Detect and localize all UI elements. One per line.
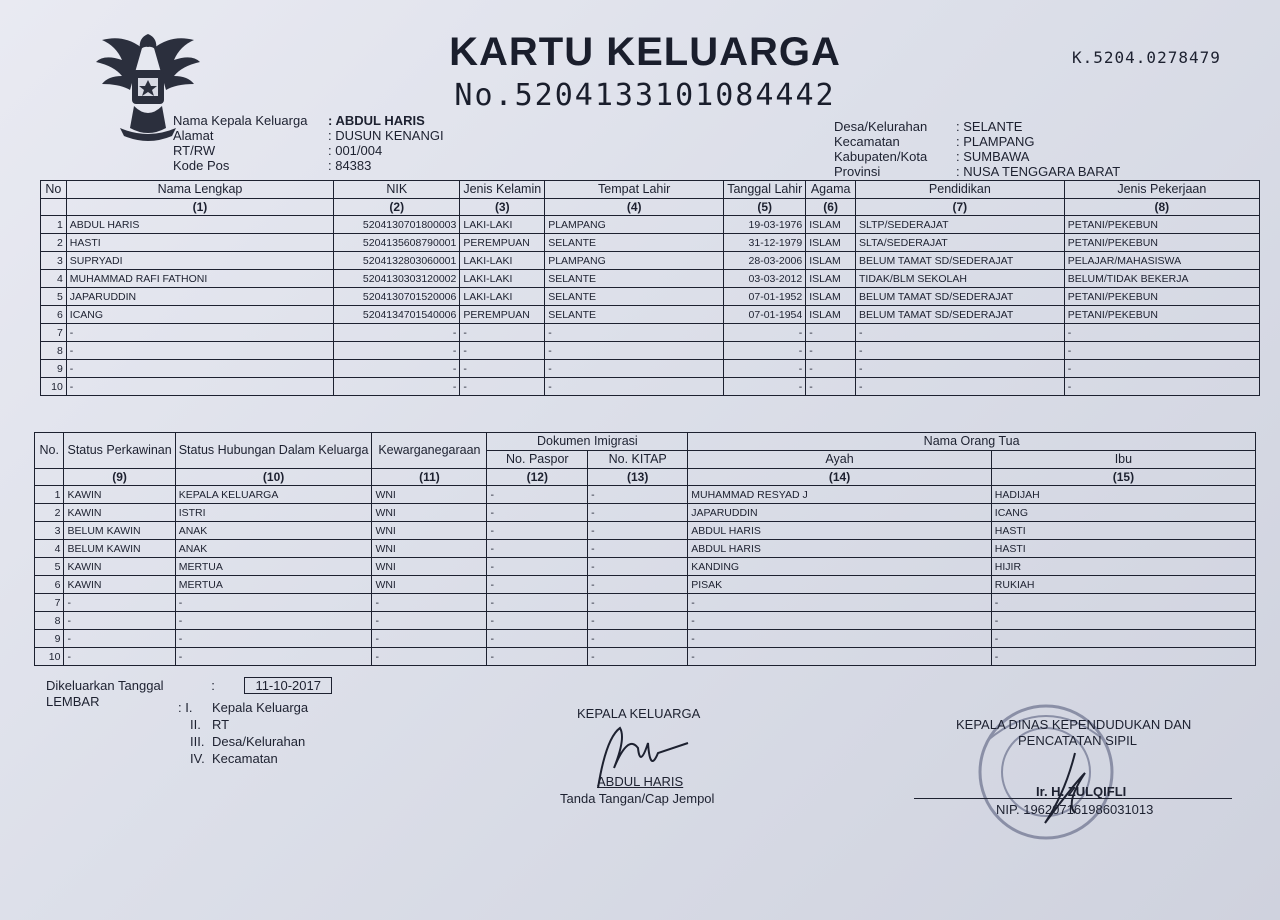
issued-date: 11-10-2017 [244, 677, 332, 694]
col-num-8: (8) [1064, 199, 1259, 216]
col-religion: Agama [806, 181, 856, 199]
col2-num-10: (10) [175, 469, 372, 486]
cell-ibu: - [991, 630, 1255, 648]
document-title: KARTU KELUARGA [449, 30, 841, 74]
cell-hub: ISTRI [175, 504, 372, 522]
cell-pekerjaan: PELAJAR/MAHASISWA [1064, 252, 1259, 270]
lembar-item-3: Desa/Kelurahan [212, 734, 306, 749]
cell-tgl: 07-01-1954 [724, 306, 806, 324]
col2-marital: Status Perkawinan [64, 433, 175, 469]
cell-nik: 5204132803060001 [334, 252, 460, 270]
cell-tempat: - [545, 360, 724, 378]
cell-nama: HASTI [66, 234, 333, 252]
table-row [35, 522, 1256, 540]
cell-jk: - [460, 324, 545, 342]
cell-status: - [64, 594, 175, 612]
cell-ayah: - [688, 612, 992, 630]
cell-tempat: - [545, 342, 724, 360]
cell-paspor: - [487, 576, 588, 594]
issue-info [46, 678, 332, 693]
cell-agama: ISLAM [806, 234, 856, 252]
table-row [35, 540, 1256, 558]
col-nik: NIK [334, 181, 460, 199]
cell-ayah: ABDUL HARIS [688, 522, 992, 540]
col2-num-12: (12) [487, 469, 588, 486]
cell-no: 2 [35, 504, 64, 522]
col2-num-11: (11) [372, 469, 487, 486]
col-name: Nama Lengkap [66, 181, 333, 199]
cell-ayah: KANDING [688, 558, 992, 576]
cell-agama: - [806, 378, 856, 396]
cell-warga: WNI [372, 504, 487, 522]
cell-ibu: HADIJAH [991, 486, 1255, 504]
card-number: No.5204133101084442 [454, 78, 836, 113]
label-head-name: Nama Kepala Keluarga [173, 113, 308, 128]
cell-hub: - [175, 648, 372, 666]
cell-tempat: PLAMPANG [545, 216, 724, 234]
cell-warga: WNI [372, 576, 487, 594]
cell-paspor: - [487, 504, 588, 522]
cell-nama: - [66, 360, 333, 378]
col2-passport: No. Paspor [487, 451, 588, 469]
cell-nama: JAPARUDDIN [66, 288, 333, 306]
cell-paspor: - [487, 612, 588, 630]
cell-ibu: ICANG [991, 504, 1255, 522]
cell-nik: - [334, 378, 460, 396]
table-row [41, 234, 1260, 252]
value-district: : PLAMPANG [956, 134, 1035, 149]
label-province: Provinsi [834, 164, 881, 179]
cell-ayah: JAPARUDDIN [688, 504, 992, 522]
cell-kitap: - [588, 558, 688, 576]
label-district: Kecamatan [834, 134, 900, 149]
cell-ibu: RUKIAH [991, 576, 1255, 594]
cell-warga: - [372, 648, 487, 666]
label-village: Desa/Kelurahan [834, 119, 928, 134]
cell-jk: - [460, 342, 545, 360]
table-row [35, 486, 1256, 504]
cell-no: 1 [41, 216, 67, 234]
col2-citizenship: Kewarganegaraan [372, 433, 487, 469]
cell-status: KAWIN [64, 558, 175, 576]
lembar-item-4: Kecamatan [212, 751, 278, 766]
cell-nama: - [66, 324, 333, 342]
cell-ibu: HASTI [991, 540, 1255, 558]
cell-tempat: SELANTE [545, 306, 724, 324]
col2-parents: Nama Orang Tua [688, 433, 1256, 451]
cell-hub: - [175, 612, 372, 630]
value-regency: : SUMBAWA [956, 149, 1030, 164]
value-village: : SELANTE [956, 119, 1023, 134]
dinas-title-2: PENCATATAN SIPIL [1018, 733, 1137, 748]
cell-nama: ICANG [66, 306, 333, 324]
value-postcode: : 84383 [328, 158, 372, 173]
cell-warga: WNI [372, 540, 487, 558]
cell-tempat: SELANTE [545, 234, 724, 252]
lembar-item-1: Kepala Keluarga [212, 700, 309, 715]
cell-jk: PEREMPUAN [460, 306, 545, 324]
cell-kitap: - [588, 486, 688, 504]
cell-no: 9 [35, 630, 64, 648]
col-education: Pendidikan [856, 181, 1065, 199]
col-no: No [41, 181, 67, 199]
cell-hub: MERTUA [175, 558, 372, 576]
col2-num-9: (9) [64, 469, 175, 486]
cell-paspor: - [487, 648, 588, 666]
cell-kitap: - [588, 630, 688, 648]
cell-ayah: MUHAMMAD RESYAD J [688, 486, 992, 504]
kk-caption: Tanda Tangan/Cap Jempol [560, 791, 715, 806]
dinas-nip: NIP. 196207161986031013 [996, 802, 1154, 817]
cell-pendidikan: - [856, 324, 1065, 342]
cell-pendidikan: BELUM TAMAT SD/SEDERAJAT [856, 288, 1065, 306]
cell-ayah: PISAK [688, 576, 992, 594]
cell-nik: 5204130303120002 [334, 270, 460, 288]
label-address: Alamat [173, 128, 214, 143]
cell-hub: - [175, 594, 372, 612]
table-row [35, 594, 1256, 612]
cell-agama: - [806, 342, 856, 360]
cell-jk: LAKI-LAKI [460, 216, 545, 234]
cell-hub: - [175, 630, 372, 648]
cell-nik: - [334, 324, 460, 342]
col2-immigration: Dokumen Imigrasi [487, 433, 688, 451]
col2-kitap: No. KITAP [588, 451, 688, 469]
cell-pekerjaan: - [1064, 324, 1259, 342]
cell-jk: PEREMPUAN [460, 234, 545, 252]
col-gender: Jenis Kelamin [460, 181, 545, 199]
signature-line [914, 798, 1232, 799]
cell-pendidikan: TIDAK/BLM SEKOLAH [856, 270, 1065, 288]
cell-pendidikan: BELUM TAMAT SD/SEDERAJAT [856, 306, 1065, 324]
col2-relation: Status Hubungan Dalam Keluarga [175, 433, 372, 469]
table-row [35, 504, 1256, 522]
cell-ibu: - [991, 594, 1255, 612]
cell-status: KAWIN [64, 576, 175, 594]
table-row [41, 360, 1260, 378]
cell-jk: LAKI-LAKI [460, 270, 545, 288]
cell-ayah: - [688, 594, 992, 612]
cell-warga: - [372, 594, 487, 612]
family-relations-table [34, 432, 1256, 666]
cell-paspor: - [487, 558, 588, 576]
cell-agama: ISLAM [806, 306, 856, 324]
cell-ayah: ABDUL HARIS [688, 540, 992, 558]
cell-tgl: 03-03-2012 [724, 270, 806, 288]
table-row [41, 288, 1260, 306]
table-row [35, 558, 1256, 576]
cell-ayah: - [688, 630, 992, 648]
cell-pekerjaan: PETANI/PEKEBUN [1064, 306, 1259, 324]
label-regency: Kabupaten/Kota [834, 149, 928, 164]
lembar-item-2: RT [212, 717, 230, 732]
cell-no: 5 [41, 288, 67, 306]
cell-ibu: - [991, 612, 1255, 630]
col-num-3: (3) [460, 199, 545, 216]
cell-pekerjaan: BELUM/TIDAK BEKERJA [1064, 270, 1259, 288]
cell-nik: 5204130701520006 [334, 288, 460, 306]
cell-tgl: 19-03-1976 [724, 216, 806, 234]
serial-number: K.5204.0278479 [1072, 48, 1221, 67]
col2-father: Ayah [688, 451, 992, 469]
cell-agama: ISLAM [806, 288, 856, 306]
lembar-num-3: III. [190, 734, 205, 749]
cell-jk: LAKI-LAKI [460, 288, 545, 306]
issued-colon: : [211, 678, 215, 693]
cell-pekerjaan: - [1064, 360, 1259, 378]
cell-paspor: - [487, 522, 588, 540]
cell-no: 4 [41, 270, 67, 288]
cell-warga: - [372, 630, 487, 648]
cell-hub: MERTUA [175, 576, 372, 594]
cell-ibu: - [991, 648, 1255, 666]
label-rtrw: RT/RW [173, 143, 216, 158]
cell-pendidikan: SLTP/SEDERAJAT [856, 216, 1065, 234]
cell-tgl: 28-03-2006 [724, 252, 806, 270]
cell-no: 2 [41, 234, 67, 252]
cell-kitap: - [588, 504, 688, 522]
cell-tempat: SELANTE [545, 288, 724, 306]
dinas-title-1: KEPALA DINAS KEPENDUDUKAN DAN [956, 717, 1192, 732]
col-num-5: (5) [724, 199, 806, 216]
cell-warga: WNI [372, 486, 487, 504]
cell-paspor: - [487, 594, 588, 612]
value-address: : DUSUN KENANGI [328, 128, 444, 143]
cell-paspor: - [487, 630, 588, 648]
col2-num-14: (14) [688, 469, 992, 486]
cell-pekerjaan: - [1064, 378, 1259, 396]
col2-num-13: (13) [588, 469, 688, 486]
cell-jk: LAKI-LAKI [460, 252, 545, 270]
table-row [41, 378, 1260, 396]
table-row [35, 576, 1256, 594]
cell-pekerjaan: - [1064, 342, 1259, 360]
cell-kitap: - [588, 594, 688, 612]
cell-warga: - [372, 612, 487, 630]
table-row [41, 306, 1260, 324]
cell-status: KAWIN [64, 486, 175, 504]
cell-nama: - [66, 378, 333, 396]
cell-tgl: 07-01-1952 [724, 288, 806, 306]
cell-no: 3 [35, 522, 64, 540]
value-rtrw: : 001/004 [328, 143, 383, 158]
cell-no: 8 [35, 612, 64, 630]
cell-pendidikan: BELUM TAMAT SD/SEDERAJAT [856, 252, 1065, 270]
cell-jk: - [460, 360, 545, 378]
cell-tempat: - [545, 378, 724, 396]
lembar-num-1: : I. [178, 700, 193, 715]
cell-nik: - [334, 360, 460, 378]
cell-pekerjaan: PETANI/PEKEBUN [1064, 216, 1259, 234]
cell-no: 7 [35, 594, 64, 612]
cell-tgl: - [724, 342, 806, 360]
table-row [41, 216, 1260, 234]
cell-no: 1 [35, 486, 64, 504]
cell-hub: ANAK [175, 540, 372, 558]
cell-tempat: PLAMPANG [545, 252, 724, 270]
col2-num-15: (15) [991, 469, 1255, 486]
cell-status: - [64, 612, 175, 630]
cell-no: 4 [35, 540, 64, 558]
cell-ibu: HASTI [991, 522, 1255, 540]
cell-no: 8 [41, 342, 67, 360]
table-row [35, 612, 1256, 630]
cell-no: 6 [41, 306, 67, 324]
cell-hub: ANAK [175, 522, 372, 540]
cell-no: 3 [41, 252, 67, 270]
col-num-6: (6) [806, 199, 856, 216]
cell-kitap: - [588, 576, 688, 594]
kk-name: ABDUL HARIS [597, 774, 684, 789]
cell-no: 10 [41, 378, 67, 396]
cell-nama: ABDUL HARIS [66, 216, 333, 234]
cell-nik: 5204135608790001 [334, 234, 460, 252]
cell-status: BELUM KAWIN [64, 522, 175, 540]
table-row [35, 648, 1256, 666]
lembar-num-4: IV. [190, 751, 205, 766]
cell-agama: ISLAM [806, 252, 856, 270]
cell-no: 5 [35, 558, 64, 576]
cell-nama: SUPRYADI [66, 252, 333, 270]
cell-no: 7 [41, 324, 67, 342]
cell-tempat: SELANTE [545, 270, 724, 288]
value-province: : NUSA TENGGARA BARAT [956, 164, 1121, 179]
cell-ayah: - [688, 648, 992, 666]
table-row [41, 270, 1260, 288]
cell-hub: KEPALA KELUARGA [175, 486, 372, 504]
cell-kitap: - [588, 648, 688, 666]
cell-no: 6 [35, 576, 64, 594]
col2-no: No. [35, 433, 64, 469]
cell-tgl: 31-12-1979 [724, 234, 806, 252]
col-num-2: (2) [334, 199, 460, 216]
table-row [41, 252, 1260, 270]
col-num-7: (7) [856, 199, 1065, 216]
cell-nama: MUHAMMAD RAFI FATHONI [66, 270, 333, 288]
cell-status: KAWIN [64, 504, 175, 522]
lembar-list [178, 699, 308, 767]
household-info-right [834, 119, 1120, 179]
cell-ibu: HIJIR [991, 558, 1255, 576]
cell-agama: - [806, 324, 856, 342]
cell-no: 10 [35, 648, 64, 666]
cell-agama: - [806, 360, 856, 378]
cell-jk: - [460, 378, 545, 396]
col2-mother: Ibu [991, 451, 1255, 469]
issued-label: Dikeluarkan Tanggal [46, 678, 164, 693]
cell-pendidikan: - [856, 378, 1065, 396]
cell-tgl: - [724, 324, 806, 342]
cell-pekerjaan: PETANI/PEKEBUN [1064, 234, 1259, 252]
label-postcode: Kode Pos [173, 158, 230, 173]
col-birthdate: Tanggal Lahir [724, 181, 806, 199]
household-info-left [173, 113, 444, 173]
table-row [41, 324, 1260, 342]
cell-paspor: - [487, 540, 588, 558]
cell-agama: ISLAM [806, 216, 856, 234]
cell-pendidikan: - [856, 342, 1065, 360]
col-num-4: (4) [545, 199, 724, 216]
cell-status: - [64, 630, 175, 648]
cell-warga: WNI [372, 558, 487, 576]
cell-pendidikan: SLTA/SEDERAJAT [856, 234, 1065, 252]
lembar-label: LEMBAR [46, 694, 100, 709]
cell-nik: - [334, 342, 460, 360]
cell-pekerjaan: PETANI/PEKEBUN [1064, 288, 1259, 306]
cell-nik: 5204130701800003 [334, 216, 460, 234]
value-head-name: : ABDUL HARIS [328, 113, 425, 128]
col-birthplace: Tempat Lahir [545, 181, 724, 199]
cell-nik: 5204134701540006 [334, 306, 460, 324]
cell-tgl: - [724, 378, 806, 396]
table-row [35, 630, 1256, 648]
cell-no: 9 [41, 360, 67, 378]
cell-kitap: - [588, 612, 688, 630]
kk-signature-title: KEPALA KELUARGA [577, 706, 701, 721]
cell-paspor: - [487, 486, 588, 504]
cell-kitap: - [588, 540, 688, 558]
cell-kitap: - [588, 522, 688, 540]
lembar-num-2: II. [190, 717, 201, 732]
cell-warga: WNI [372, 522, 487, 540]
cell-tempat: - [545, 324, 724, 342]
table-row [41, 342, 1260, 360]
col-num-1: (1) [66, 199, 333, 216]
cell-nama: - [66, 342, 333, 360]
cell-tgl: - [724, 360, 806, 378]
dinas-official-name: Ir. H. ZULQIFLI [1036, 784, 1127, 799]
cell-status: - [64, 648, 175, 666]
members-table [40, 180, 1260, 396]
cell-status: BELUM KAWIN [64, 540, 175, 558]
cell-agama: ISLAM [806, 270, 856, 288]
cell-pendidikan: - [856, 360, 1065, 378]
col-occupation: Jenis Pekerjaan [1064, 181, 1259, 199]
